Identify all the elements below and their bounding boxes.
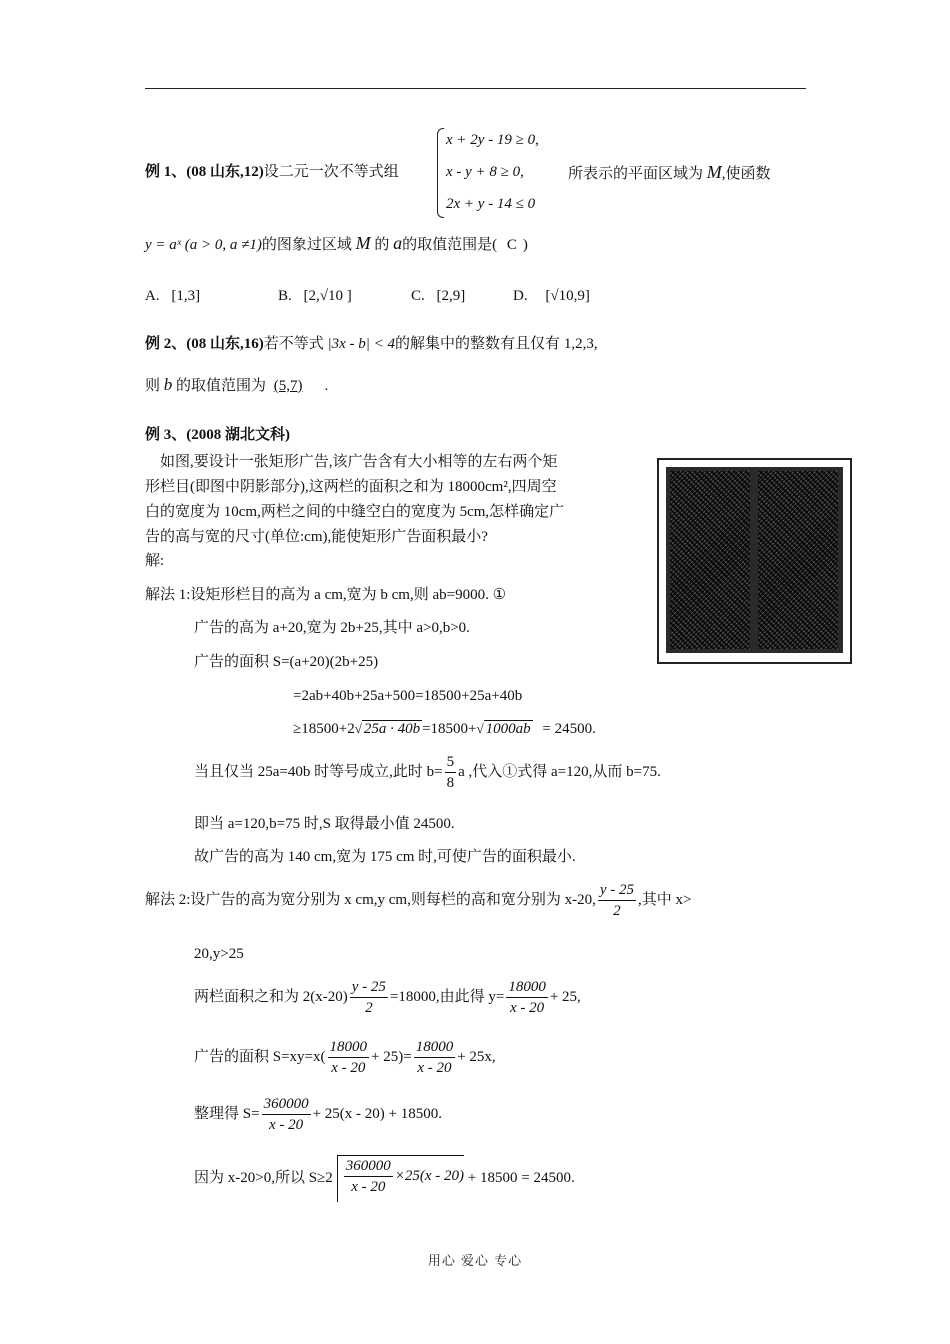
option-a: A. [1,3] [145,288,201,304]
method-2-line-1: 解法 2:设广告的高为宽分别为 x cm,y cm,则每栏的高和宽分别为 x-20, $\frac{y - 25}{2}$ ,其中 x> [145,882,692,919]
example-2-line-2: 则 b 的取值范围为 (5,7) . [145,375,329,394]
method-1-line-5: ≥18500+2√ 25a · 40b =18500+√ 1000ab = 24500. [293,721,596,737]
advertisement-board [666,467,843,653]
system-brace [437,128,444,218]
fraction-5-8: $\frac{5}{8}$ [446,754,455,791]
problem-line-4: 告的高与宽的尺寸(单位:cm),能使矩形广告面积最小? [145,529,488,545]
option-c: C. [2,9] [411,288,466,304]
problem-line-2: 形栏目(即图中阴影部分),这两栏的面积之和为 18000cm²,四周空 [145,479,557,495]
option-d: D. [√10,9] [513,288,590,304]
method-1-line-4: =2ab+40b+25a+500=18500+25a+40b [293,688,523,704]
option-b: B. [2,√10 ] [278,288,352,304]
square-root: $\frac{360000}{x - 20}$ ×25(x - 20) [337,1155,464,1202]
example-1-line-1: 例 1、(08 山东,12)设二元一次不等式组 [145,164,399,180]
function-expression: y = aˣ (a > 0, a ≠1) [145,237,262,253]
method-2-line-6: 因为 x-20>0,所以 S≥2 $\frac{360000}{x - 20}$ ×25(x - 20) + 18500 = 24500. [194,1155,575,1202]
example-1-line-2: y = aˣ (a > 0, a ≠1)的图象过区域 M 的 a的取值范围是( C ) [145,233,528,253]
method-2-line-3: 两栏面积之和为 2(x-20) $\frac{y - 25}{2}$ =18000,由此得 y= $\frac{18000}{x - 20}$ + 25, [194,979,581,1016]
solution-label: 解: [145,553,165,569]
example-1-answer: C [506,237,517,253]
method-1-line-3: 广告的面积 S=(a+20)(2b+25) [194,654,379,670]
header-rule [145,88,806,89]
example-2-line-1: 例 2、(08 山东,16)若不等式 |3x - b| < 4的解集中的整数有且仅有 1,2,3, [145,336,598,352]
page-footer: 用心 爱心 专心 [427,1254,523,1269]
system-line-3: 2x + y - 14 ≤ 0 [446,196,536,212]
method-1-line-1: 解法 1:设矩形栏目的高为 a cm,宽为 b cm,则 ab=9000. ① [145,587,507,603]
example-1-line-1-tail: 所表示的平面区域为 M,使函数 [568,162,771,182]
advertisement-figure [657,458,852,664]
method-1-line-2: 广告的高为 a+20,宽为 2b+25,其中 a>0,b>0. [194,620,470,636]
method-2-line-5: 整理得 S= $\frac{360000}{x - 20}$ + 25(x - 20) + 18500. [194,1096,442,1133]
system-line-2: x - y + 8 ≥ 0, [446,164,524,180]
method-2-line-4: 广告的面积 S=xy=x( $\frac{18000}{x - 20}$ + 25)= $\frac{18000}{x - 20}$ + 25x, [194,1039,496,1076]
inequality: |3x - b| < 4 [327,336,396,352]
method-1-line-7: 即当 a=120,b=75 时,S 取得最小值 24500. [194,816,455,832]
example-3-label: 例 3、(2008 湖北文科) [145,427,290,443]
example-1-label: 例 1、(08 山东,12) [145,164,264,180]
problem-line-1: 如图,要设计一张矩形广告,该广告含有大小相等的左右两个矩 [160,454,558,470]
method-2-line-2: 20,y>25 [194,946,244,962]
example-2-label: 例 2、(08 山东,16) [145,336,264,352]
right-column-panel [758,471,838,649]
example-2-answer: (5,7) [273,378,303,394]
left-column-panel [670,471,750,649]
method-1-line-8: 故广告的高为 140 cm,宽为 175 cm 时,可使广告的面积最小. [194,849,576,865]
problem-line-3: 白的宽度为 10cm,两栏之间的中缝空白的宽度为 5cm,怎样确定广 [145,504,565,520]
method-1-line-6: 当且仅当 25a=40b 时等号成立,此时 b= $\frac{5}{8}$ a ,代入①式得 a=120,从而 b=75. [194,754,661,791]
system-line-1: x + 2y - 19 ≥ 0, [446,132,539,148]
